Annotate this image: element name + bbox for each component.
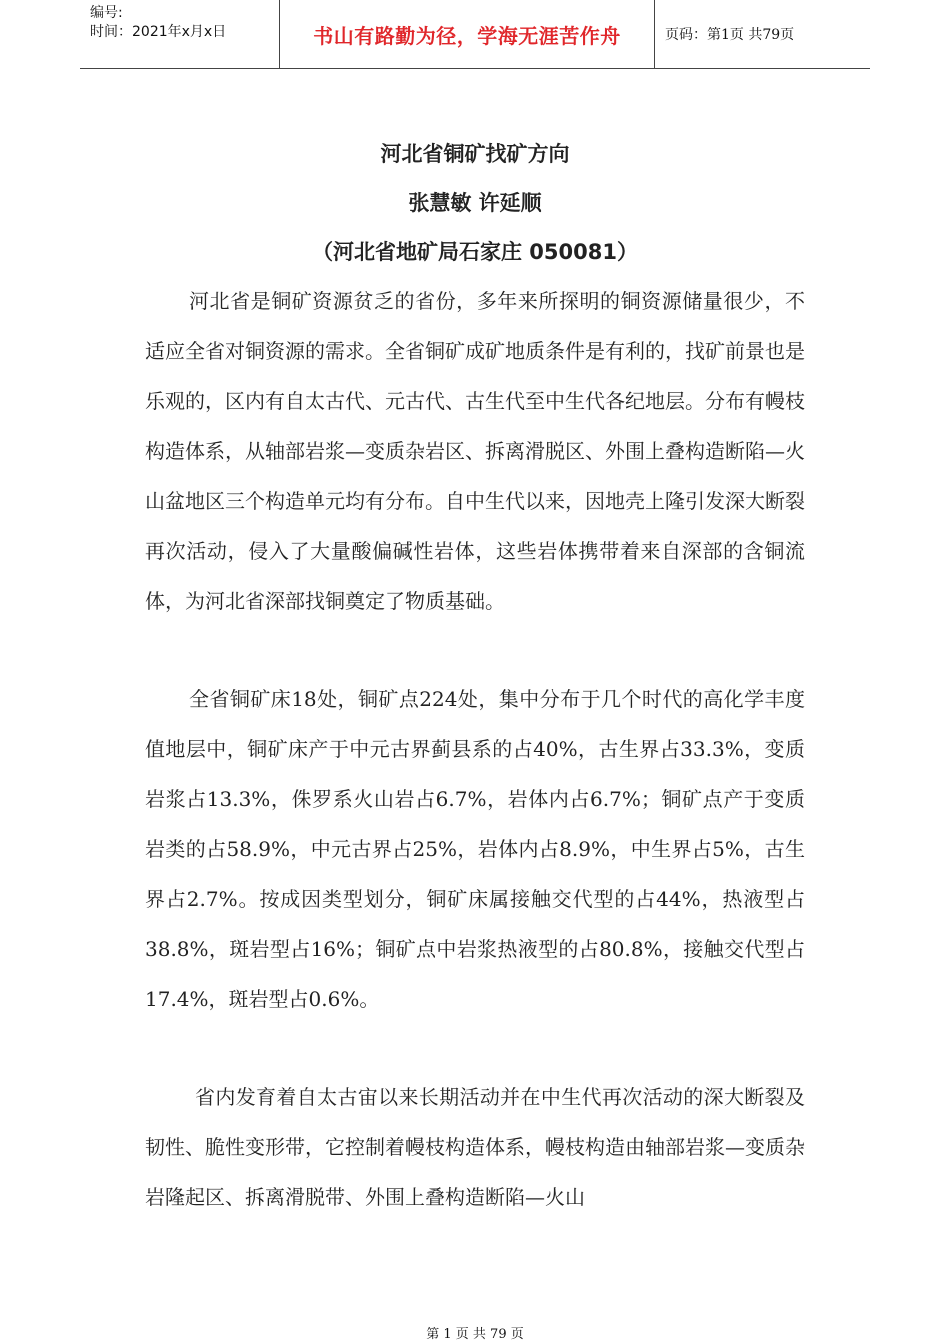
body-paragraph-2: 全省铜矿床18处，铜矿点224处，集中分布于几个时代的高化学丰度值地层中，铜矿床产于中元古界蓟县系的占40%，古生界占33.3%，变质岩浆占13.3%，侏罗系火山岩占6.7%，岩体内占6.7%；铜矿点产于变质岩类的占58.9%，中元古界占25%，岩体内占8.9%，中生界占5%，古生界占2.7%。按成因类型划分，铜矿床属接触交代型的占44%，热液型占38.8%，斑岩型占16%；铜矿点中岩浆热液型的占80.8%，接触交代型占17.4%，斑岩型占0.6%。 bbox=[145, 687, 805, 1011]
document-time-label: 时间：2021年x月x日 bbox=[90, 24, 227, 40]
header-motto: 书山有路勤为径，学海无涯苦作舟 bbox=[280, 0, 655, 68]
body-paragraph-1: 河北省是铜矿资源贫乏的省份，多年来所探明的铜资源储量很少，不适应全省对铜资源的需求。全省铜矿成矿地质条件是有利的，找矿前景也是乐观的，区内有自太古代、元古代、古生代至中生代各纪地层。分布有幔枝构造体系，从轴部岩浆—变质杂岩区、拆离滑脱区、外围上叠构造断陷—火山盆地区三个构造单元均有分布。自中生代以来，因地壳上隆引发深大断裂再次活动，侵入了大量酸偏碱性岩体，这些岩体携带着来自深部的含铜流体，为河北省深部找铜奠定了物质基础。 bbox=[145, 289, 805, 613]
page-header bbox=[80, 0, 870, 69]
article-title: 河北省铜矿找矿方向 bbox=[380, 142, 570, 166]
article-affiliation: （河北省地矿局石家庄 050081） bbox=[312, 240, 638, 264]
article-authors: 张慧敏 许延顺 bbox=[408, 191, 542, 215]
page-footer: 第 1 页 共 79 页 bbox=[426, 1327, 524, 1342]
body-paragraph-3: 省内发育着自太古宙以来长期活动并在中生代再次活动的深大断裂及韧性、脆性变形带，它控制着幔枝构造体系，幔枝构造由轴部岩浆—变质杂岩隆起区、拆离滑脱带、外围上叠构造断陷—火山 bbox=[145, 1085, 805, 1209]
document-number-label: 编号: bbox=[90, 5, 123, 21]
header-page-info: 页码：第1页 共79页 bbox=[665, 27, 795, 43]
header-meta bbox=[80, 0, 280, 68]
